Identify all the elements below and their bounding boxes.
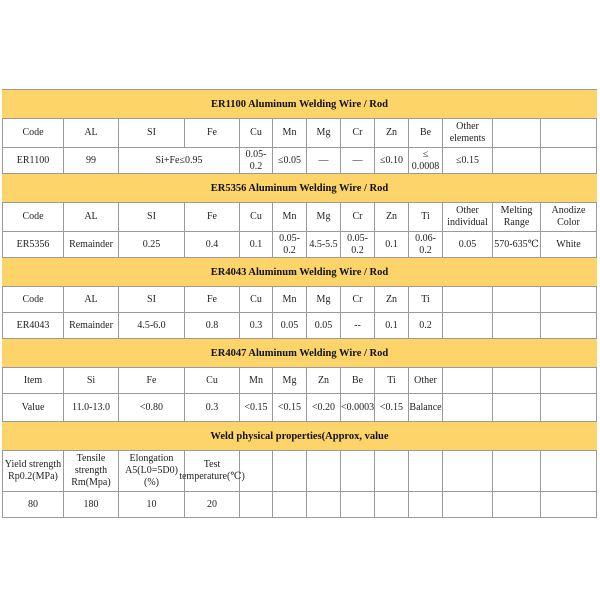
data-cell: 20 — [185, 492, 240, 517]
header-cell: Zn — [375, 287, 409, 312]
data-cell: 0.1 — [375, 313, 409, 338]
header-cell: Fe — [185, 203, 240, 231]
data-cell: ≤0.10 — [375, 148, 409, 173]
section-er5356 — [2, 174, 597, 258]
data-cell: — — [307, 148, 341, 173]
data-cell: <0.15 — [273, 394, 307, 421]
section-er4043 — [2, 258, 597, 339]
header-cell: Code — [2, 119, 64, 147]
data-cell: 0.2 — [409, 313, 443, 338]
data-cell: <0.15 — [240, 394, 273, 421]
data-cell: 0.25 — [119, 232, 185, 257]
header-cell: SI — [119, 287, 185, 312]
header-cell: Item — [2, 368, 64, 393]
table-row — [2, 203, 597, 232]
data-cell: <0.20 — [307, 394, 341, 421]
data-cell — [341, 492, 375, 517]
header-cell: Zn — [375, 203, 409, 231]
data-cell: 4.5-5.5 — [307, 232, 341, 257]
header-cell — [541, 119, 597, 147]
table-row — [2, 451, 597, 492]
header-cell: Mn — [273, 203, 307, 231]
header-cell: Mg — [273, 368, 307, 393]
header-cell — [541, 368, 597, 393]
header-cell: Zn — [375, 119, 409, 147]
data-cell — [541, 148, 597, 173]
section-title: ER4047 Aluminum Welding Wire / Rod — [2, 339, 597, 368]
data-cell — [443, 313, 493, 338]
header-cell: Tensile strength Rm(Mpa) — [64, 451, 119, 491]
data-cell: 0.06-0.2 — [409, 232, 443, 257]
header-cell: Other — [409, 368, 443, 393]
data-cell: Si+Fe≤0.95 — [119, 148, 240, 173]
data-cell: 180 — [64, 492, 119, 517]
spec-sheet — [2, 89, 597, 518]
header-cell — [493, 368, 541, 393]
data-cell: 0.1 — [240, 232, 273, 257]
table-row — [2, 232, 597, 258]
data-cell: 0.1 — [375, 232, 409, 257]
data-cell: Remainder — [64, 232, 119, 257]
data-cell: ER5356 — [2, 232, 64, 257]
header-cell — [409, 451, 443, 491]
table-row — [2, 287, 597, 313]
data-cell: 0.05 — [443, 232, 493, 257]
data-cell: 0.05-0.2 — [273, 232, 307, 257]
header-cell: Mn — [273, 287, 307, 312]
section-er1100 — [2, 90, 597, 174]
data-cell: 0.05-0.2 — [240, 148, 273, 173]
data-cell — [273, 492, 307, 517]
table-row — [2, 394, 597, 422]
data-cell: 0.3 — [240, 313, 273, 338]
header-cell: AL — [64, 287, 119, 312]
data-cell: 0.3 — [185, 394, 240, 421]
header-cell: AL — [64, 119, 119, 147]
header-cell: Code — [2, 203, 64, 231]
header-cell — [273, 451, 307, 491]
data-cell — [493, 148, 541, 173]
data-cell — [443, 394, 493, 421]
header-cell: Code — [2, 287, 64, 312]
header-cell: Cu — [240, 203, 273, 231]
header-cell: SI — [119, 119, 185, 147]
header-cell: Fe — [119, 368, 185, 393]
data-cell — [443, 492, 493, 517]
header-cell — [541, 287, 597, 312]
data-cell: 99 — [64, 148, 119, 173]
data-cell: 0.05 — [307, 313, 341, 338]
header-cell: Zn — [307, 368, 341, 393]
header-cell: Mn — [240, 368, 273, 393]
header-cell: Ti — [409, 287, 443, 312]
table-row — [2, 119, 597, 148]
data-cell: Value — [2, 394, 64, 421]
header-cell: Fe — [185, 287, 240, 312]
data-cell — [541, 313, 597, 338]
data-cell: 0.05 — [273, 313, 307, 338]
data-cell: ER4043 — [2, 313, 64, 338]
header-cell — [240, 451, 273, 491]
header-cell: AL — [64, 203, 119, 231]
header-cell: Mg — [307, 287, 341, 312]
header-cell: Elongation A5(L0=5D0)(%) — [119, 451, 185, 491]
data-cell: Remainder — [64, 313, 119, 338]
data-cell: 570-635℃ — [493, 232, 541, 257]
section-title: ER1100 Aluminum Welding Wire / Rod — [2, 90, 597, 119]
header-cell — [493, 451, 541, 491]
data-cell: 4.5-6.0 — [119, 313, 185, 338]
data-cell: <0.15 — [375, 394, 409, 421]
data-cell: <0.80 — [119, 394, 185, 421]
data-cell: -- — [341, 313, 375, 338]
data-cell — [541, 492, 597, 517]
data-cell: White — [541, 232, 597, 257]
table-row — [2, 313, 597, 339]
header-cell — [375, 451, 409, 491]
data-cell: 10 — [119, 492, 185, 517]
data-cell — [493, 313, 541, 338]
data-cell: 80 — [2, 492, 64, 517]
data-cell — [240, 492, 273, 517]
header-cell: Cu — [185, 368, 240, 393]
table-row — [2, 492, 597, 518]
table-row — [2, 148, 597, 174]
header-cell — [443, 368, 493, 393]
header-cell: Fe — [185, 119, 240, 147]
header-cell — [541, 451, 597, 491]
header-cell: SI — [119, 203, 185, 231]
data-cell — [493, 394, 541, 421]
header-cell: Cu — [240, 119, 273, 147]
header-cell: Cu — [240, 287, 273, 312]
section-title: Weld physical properties(Approx, value — [2, 422, 597, 451]
section-weld-properties — [2, 422, 597, 518]
section-title: ER5356 Aluminum Welding Wire / Rod — [2, 174, 597, 203]
data-cell: 0.05-0.2 — [341, 232, 375, 257]
table-row — [2, 368, 597, 394]
header-cell: Other individual — [443, 203, 493, 231]
header-cell: Be — [409, 119, 443, 147]
header-cell: Mg — [307, 119, 341, 147]
data-cell — [541, 394, 597, 421]
data-cell: 11.0-13.0 — [64, 394, 119, 421]
data-cell: 0.4 — [185, 232, 240, 257]
header-cell — [307, 451, 341, 491]
header-cell: Cr — [341, 203, 375, 231]
header-cell: Be — [341, 368, 375, 393]
section-er4047 — [2, 339, 597, 422]
header-cell: Cr — [341, 287, 375, 312]
header-cell: Ti — [375, 368, 409, 393]
header-cell: Melting Range — [493, 203, 541, 231]
header-cell — [493, 287, 541, 312]
data-cell: — — [341, 148, 375, 173]
header-cell: Anodize Color — [541, 203, 597, 231]
header-cell: Cr — [341, 119, 375, 147]
section-title: ER4043 Aluminum Welding Wire / Rod — [2, 258, 597, 287]
header-cell — [493, 119, 541, 147]
data-cell: ≤0.15 — [443, 148, 493, 173]
header-cell — [443, 451, 493, 491]
data-cell — [307, 492, 341, 517]
header-cell: Si — [64, 368, 119, 393]
data-cell — [493, 492, 541, 517]
data-cell: ER1100 — [2, 148, 64, 173]
header-cell: Other elements — [443, 119, 493, 147]
data-cell: ≤0.05 — [273, 148, 307, 173]
header-cell: Mn — [273, 119, 307, 147]
data-cell — [375, 492, 409, 517]
data-cell: ≤ 0.0008 — [409, 148, 443, 173]
data-cell: 0.8 — [185, 313, 240, 338]
data-cell — [409, 492, 443, 517]
data-cell: Balance — [409, 394, 443, 421]
data-cell: <0.0003 — [341, 394, 375, 421]
header-cell: Yield strength Rp0.2(MPa) — [2, 451, 64, 491]
header-cell — [443, 287, 493, 312]
header-cell: Ti — [409, 203, 443, 231]
header-cell: Mg — [307, 203, 341, 231]
header-cell — [341, 451, 375, 491]
header-cell: Test temperature(℃) — [185, 451, 240, 491]
